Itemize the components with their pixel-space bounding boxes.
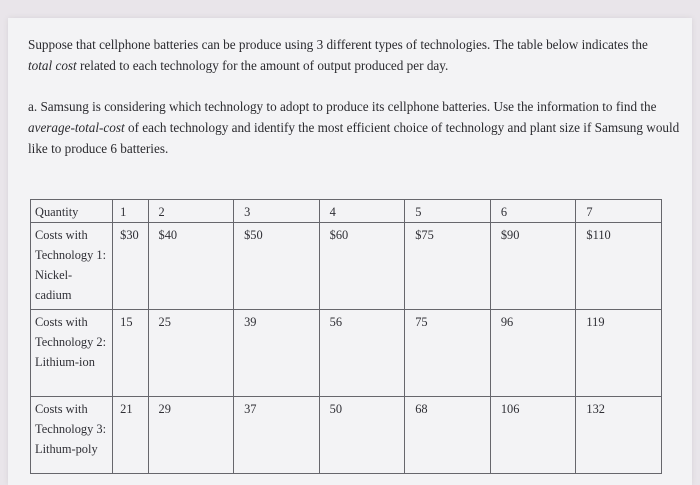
header-quantity-cell: 3	[234, 200, 320, 223]
question-a-text-before: a. Samsung is considering which technology to adopt to produce its cellphone batteries. Use the information to find the	[28, 99, 657, 114]
question-a-paragraph	[28, 96, 683, 159]
cost-cell: 106	[490, 397, 576, 474]
intro-text-after: related to each technology for the amount of output produced per day.	[76, 58, 449, 73]
header-quantity-cell: 6	[490, 200, 576, 223]
cost-cell: 96	[490, 310, 576, 397]
row-label: Costs with Technology 2: Lithium-ion	[31, 310, 113, 397]
document-page	[8, 18, 692, 485]
intro-text-before: Suppose that cellphone batteries can be produce using 3 different types of technologies. The table below indicates the	[28, 37, 648, 52]
header-quantity-cell: 1	[113, 200, 148, 223]
row-label: Costs with Technology 1: Nickel-cadium	[31, 223, 113, 310]
question-a-text-after: of each technology and identify the most efficient choice of technology and plant size if Samsung would like to produce 6 batteries.	[28, 120, 680, 156]
intro-paragraph	[28, 34, 668, 76]
cost-cell: 132	[576, 397, 662, 474]
cost-cell: 68	[405, 397, 491, 474]
header-quantity-cell: 2	[148, 200, 234, 223]
cost-cell: 50	[319, 397, 405, 474]
question-a-emphasis: average-total-cost	[28, 120, 125, 135]
cost-cell: 29	[148, 397, 234, 474]
table-row	[31, 310, 662, 397]
cost-cell: $110	[576, 223, 662, 310]
cost-cell: 15	[113, 310, 148, 397]
header-quantity-cell: 5	[405, 200, 491, 223]
cost-cell: $40	[148, 223, 234, 310]
cost-cell: 25	[148, 310, 234, 397]
cost-cell: 21	[113, 397, 148, 474]
cost-cell: 75	[405, 310, 491, 397]
intro-emphasis: total cost	[28, 58, 77, 73]
table-row	[31, 223, 662, 310]
cost-cell: 119	[576, 310, 662, 397]
cost-cell: 56	[319, 310, 405, 397]
row-label: Costs with Technology 3: Lithum-poly	[31, 397, 113, 474]
cost-cell: 39	[234, 310, 320, 397]
cost-cell: $50	[234, 223, 320, 310]
header-quantity-label: Quantity	[31, 200, 113, 223]
cost-cell: $30	[113, 223, 148, 310]
cost-cell: 37	[234, 397, 320, 474]
cost-cell: $90	[490, 223, 576, 310]
table-row	[31, 397, 662, 474]
header-quantity-cell: 7	[576, 200, 662, 223]
cost-cell: $75	[405, 223, 491, 310]
cost-table	[30, 199, 662, 474]
header-quantity-cell: 4	[319, 200, 405, 223]
table-header-row	[31, 200, 662, 223]
cost-cell: $60	[319, 223, 405, 310]
